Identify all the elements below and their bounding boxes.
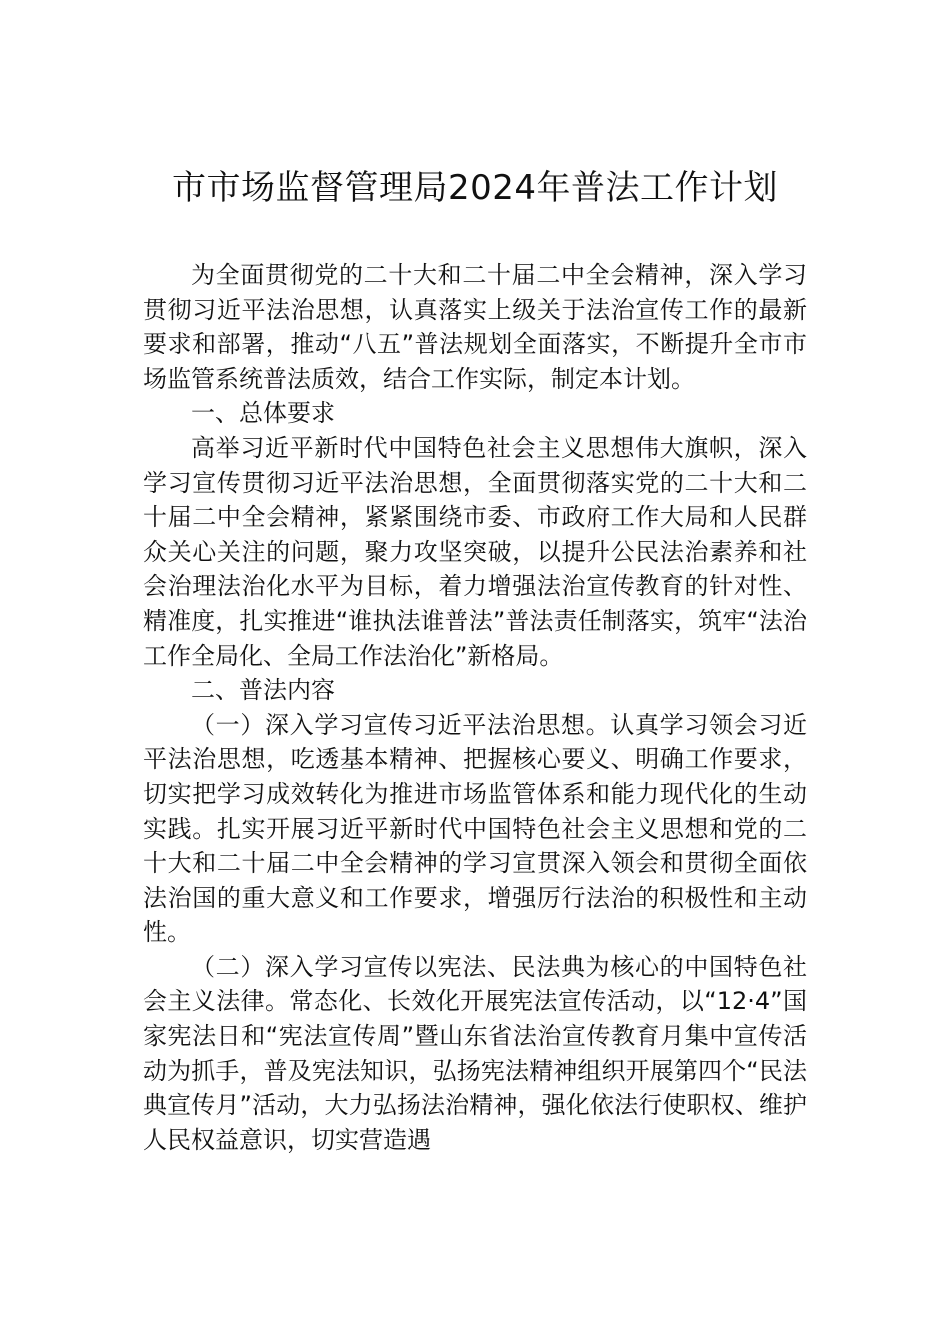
section-heading-general-requirements: 一、总体要求 — [191, 399, 335, 428]
content-item-1-paragraph: （一）深入学习宣传习近平法治思想。认真学习领会习近平法治思想，吃透基本精神、把握核心要义、明确工作要求，切实把学习成效转化为推进市场监管体系和能力现代化的生动实践。扎实开展习近平新时代中国特色社会主义思想和党的二十大和二十届二中全会精神的学习宣贯深入领会和贯彻全面依法治国的重大意义和工作要求，增强厉行法治的积极性和主动性。 — [143, 710, 807, 947]
section-heading-content: 二、普法内容 — [191, 676, 335, 705]
intro-paragraph: 为全面贯彻党的二十大和二十届二中全会精神，深入学习贯彻习近平法治思想，认真落实上级关于法治宣传工作的最新要求和部署，推动“八五”普法规划全面落实，不断提升全市市场监管系统普法质效，结合工作实际，制定本计划。 — [143, 261, 807, 393]
general-requirements-paragraph: 高举习近平新时代中国特色社会主义思想伟大旗帜，深入学习宣传贯彻习近平法治思想，全面贯彻落实党的二十大和二十届二中全会精神，紧紧围绕市委、市政府工作大局和人民群众关心关注的问题，聚力攻坚突破，以提升公民法治素养和社会治理法治化水平为目标，着力增强法治宣传教育的针对性、精准度，扎实推进“谁执法谁普法”普法责任制落实，筑牢“法治工作全局化、全局工作法治化”新格局。 — [143, 433, 807, 670]
document-body — [143, 258, 807, 1157]
content-item-2-paragraph: （二）深入学习宣传以宪法、民法典为核心的中国特色社会主义法律。常态化、长效化开展宪法宣传活动，以“12·4”国家宪法日和“宪法宣传周”暨山东省法治宣传教育月集中宣传活动为抓手，普及宪法知识，弘扬宪法精神组织开展第四个“民法典宣传月”活动，大力弘扬法治精神，强化依法行使职权、维护人民权益意识，切实营造遇 — [143, 952, 807, 1154]
document-title: 市市场监督管理局2024年普法工作计划 — [171, 168, 779, 208]
